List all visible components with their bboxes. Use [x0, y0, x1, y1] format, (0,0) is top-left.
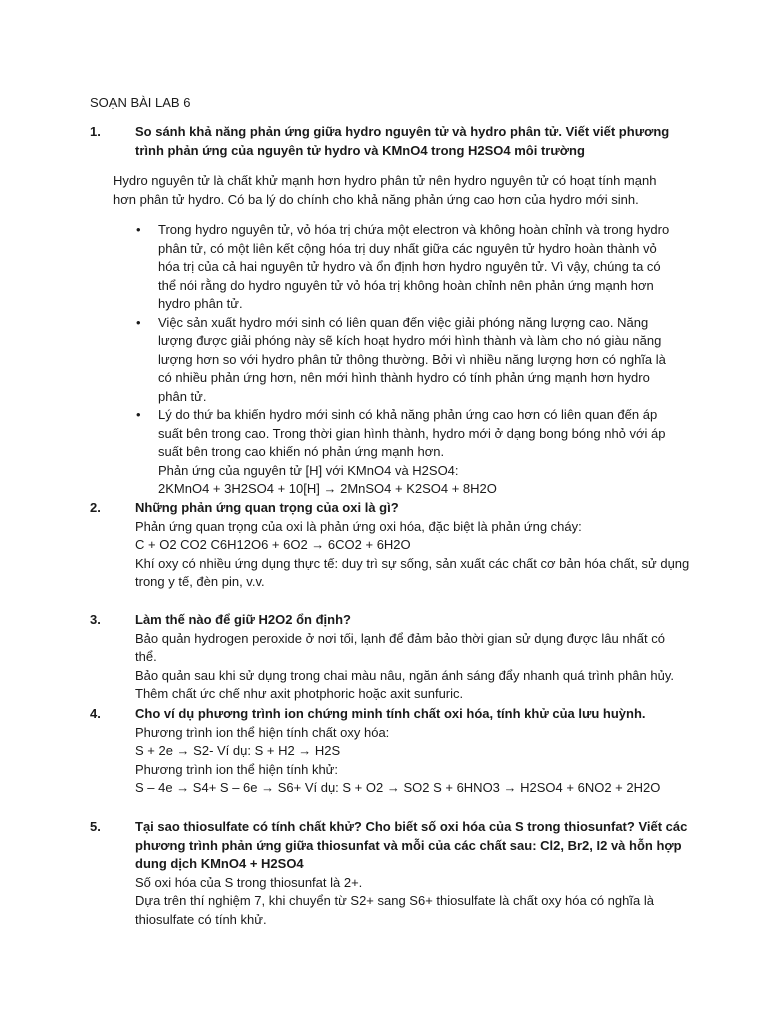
- bullet-icon: •: [136, 407, 141, 422]
- question-text: So sánh khả năng phản ứng giữa hydro nguyên tử và hydro phân tử. Viết viết phương trình phản ứng của nguyên tử hydro và KMnO4 trong H2SO4 môi trường: [135, 124, 670, 158]
- question-2-heading: [90, 499, 690, 518]
- question-4-heading: [90, 705, 690, 724]
- bullet-text: Trong hydro nguyên tử, vỏ hóa trị chứa một electron và không hoàn chỉnh và trong hydro phân tử, có một liên kết cộng hóa trị duy nhất giữa các nguyên tử hydro hoàn thành vỏ hóa trị của cả hai nguyên tử hydro và ổn định hơn hydro nguyên tử. Vì vậy, chúng ta có thể nói rằng do hydro nguyên tử vỏ hóa trị không hoàn chỉnh nên phản ứng mạnh hơn hydro phân tử.: [158, 222, 670, 311]
- q1-bullet-list: [136, 221, 676, 499]
- question-2: [90, 499, 690, 592]
- answer-line: Phương trình ion thể hiện tính chất oxy hóa:: [135, 724, 390, 740]
- question-3-answer: [135, 630, 690, 704]
- list-item: [136, 314, 676, 407]
- reaction-equation: 2KMnO4 + 3H2SO4 + 10[H] → 2MnSO4 + K2SO4 + 8H2O: [158, 481, 497, 496]
- bullet-text: Lý do thứ ba khiến hydro mới sinh có khả năng phản ứng cao hơn có liên quan đến áp suất bên trong cao. Trong thời gian hình thành, hydro mới ở dạng bong bóng nhỏ với áp suất bên trong cao khiến nó phản ứng mạnh hơn.: [158, 407, 666, 459]
- answer-line: S + 2e → S2- Ví dụ: S + H2 → H2S: [135, 743, 341, 758]
- answer-line: Phương trình ion thể hiện tính khử:: [135, 761, 338, 777]
- answer-line: C + O2 CO2 C6H12O6 + 6O2 → 6CO2 + 6H2O: [135, 537, 411, 552]
- reaction-label: Phản ứng của nguyên tử [H] với KMnO4 và H2SO4:: [158, 462, 459, 478]
- answer-line: Thêm chất ức chế như axit photphoric hoặc axit sunfuric.: [135, 686, 464, 701]
- question-text: Cho ví dụ phương trình ion chứng minh tính chất oxi hóa, tính khử của lưu huỳnh.: [135, 706, 646, 721]
- bullet-text: Việc sản xuất hydro mới sinh có liên quan đến việc giải phóng năng lượng cao. Năng lượng được giải phóng này sẽ kích hoạt hydro mới hình thành và làm cho nó giàu năng lượng hơn so với hydro phân tử thông thường. Bởi vì nhiều năng lượng hơn có nghĩa là có nhiều phản ứng hơn, nên mới hình thành hydro có tính phản ứng mạnh hơn hydro phân tử.: [158, 314, 666, 404]
- answer-line: Dựa trên thí nghiệm 7, khi chuyển từ S2+ sang S6+ thiosulfate là chất oxy hóa có nghĩa là thiosulfate có tính khử.: [135, 893, 654, 927]
- answer-line: Khí oxy có nhiều ứng dụng thực tế: duy trì sự sống, sản xuất các chất cơ bản hóa chất, sử dụng trong y tế, đèn pin, v.v.: [135, 555, 690, 589]
- question-5-answer: [135, 874, 690, 930]
- question-number: 5.: [90, 819, 101, 834]
- question-4-answer: [135, 724, 690, 798]
- answer-line: S – 4e → S4+ S – 6e → S6+ Ví dụ: S + O2 → SO2 S + 6HNO3 → H2SO4 + 6NO2 + 2H2O: [135, 780, 661, 795]
- question-number: 4.: [90, 706, 101, 721]
- question-4: [90, 705, 690, 798]
- question-number: 3.: [90, 612, 101, 627]
- q1-intro-paragraph: Hydro nguyên tử là chất khử mạnh hơn hydro phân tử nên hydro nguyên tử có hoạt tính mạnh hơn phân tử hydro. Có ba lý do chính cho khả năng phản ứng cao hơn của hydro mới sinh.: [113, 173, 657, 207]
- question-3-heading: [90, 611, 690, 630]
- bullet-icon: •: [136, 222, 141, 237]
- question-1: [90, 123, 690, 160]
- answer-line: Số oxi hóa của S trong thiosunfat là 2+.: [135, 874, 363, 890]
- answer-line: Phản ứng quan trọng của oxi là phản ứng oxi hóa, đặc biệt là phản ứng cháy:: [135, 518, 582, 534]
- list-item: [136, 406, 676, 499]
- question-1-heading: [90, 123, 690, 160]
- question-5-heading: [90, 818, 690, 874]
- question-text: Làm thế nào để giữ H2O2 ổn định?: [135, 612, 351, 627]
- question-text: Những phản ứng quan trọng của oxi là gì?: [135, 500, 399, 515]
- bullet-icon: •: [136, 314, 141, 330]
- question-number: 2.: [90, 500, 101, 515]
- answer-line: Bảo quản hydrogen peroxide ở nơi tối, lạnh để đảm bảo thời gian sử dụng được lâu nhất có thể.: [135, 630, 665, 664]
- answer-line: Bảo quản sau khi sử dụng trong chai màu nâu, ngăn ánh sáng đẩy nhanh quá trình phân hủy.: [135, 667, 674, 683]
- question-number: 1.: [90, 124, 101, 139]
- list-item: [136, 221, 676, 314]
- question-2-answer: [135, 518, 690, 592]
- document-title: SOẠN BÀI LAB 6: [90, 95, 191, 110]
- question-5: [90, 818, 690, 929]
- question-text: Tại sao thiosulfate có tính chất khử? Cho biết số oxi hóa của S trong thiosunfat? Viết các phương trình phản ứng giữa thiosunfat và mỗi của các chất sau: Cl2, Br2, I2 và hỗn hợp dung dịch KMnO4 + H2SO4: [135, 819, 688, 871]
- question-3: [90, 611, 690, 704]
